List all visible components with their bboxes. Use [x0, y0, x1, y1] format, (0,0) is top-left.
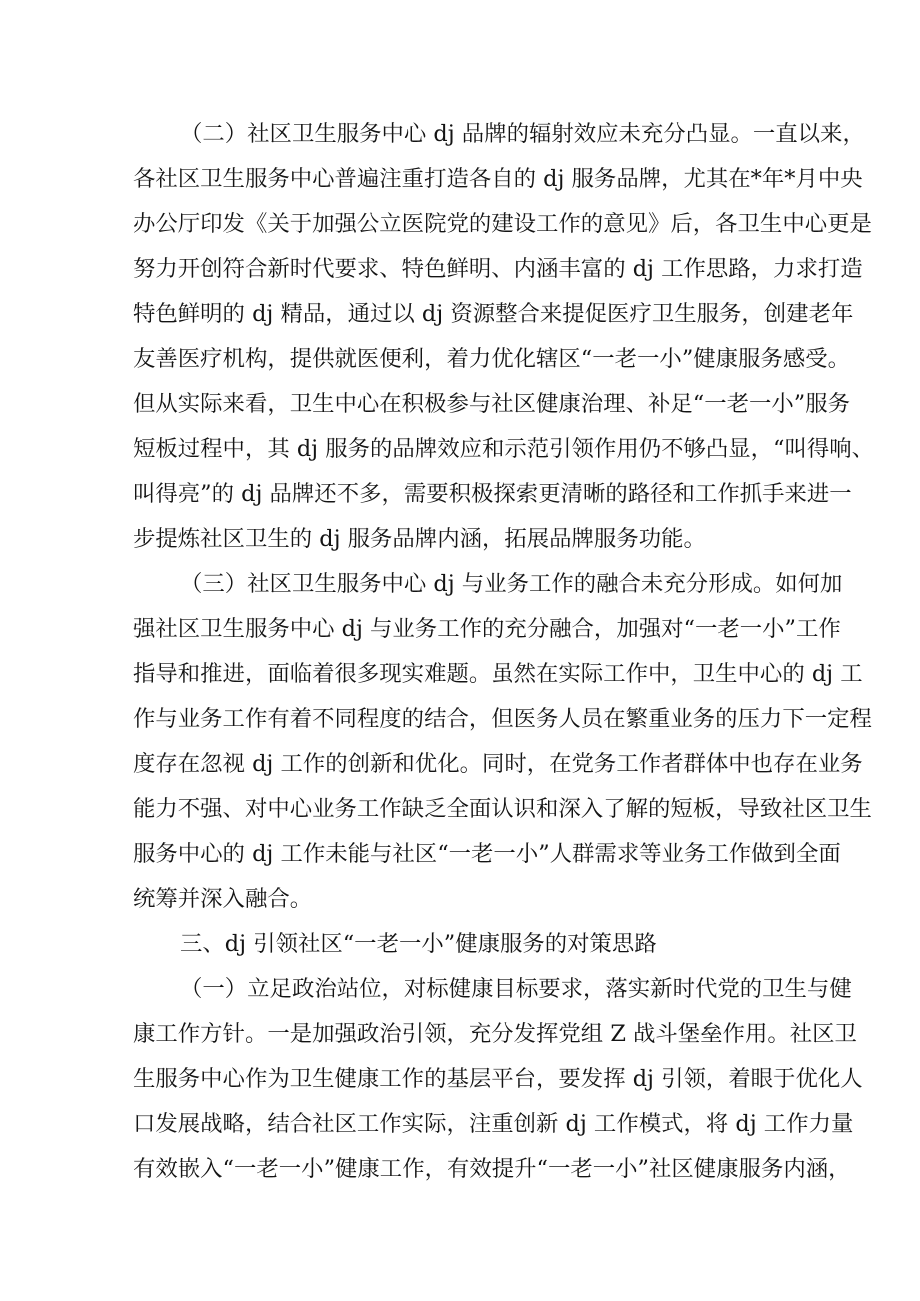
paragraph-line: 办公厅印发《关于加强公立医院党的建设工作的意见》后，各卫生中心更是	[133, 211, 872, 237]
paragraph-line: 度存在忽视 dj 工作的创新和优化。同时，在党务工作者群体中也存在业务	[133, 751, 863, 777]
section-heading: 三、dj 引领社区“一老一小”健康服务的对策思路	[180, 931, 657, 957]
paragraph-line: 指导和推进，面临着很多现实难题。虽然在实际工作中，卫生中心的 dj 工	[133, 661, 863, 687]
paragraph-line: （三）社区卫生服务中心 dj 与业务工作的融合未充分形成。如何加	[180, 571, 843, 597]
paragraph-line: （二）社区卫生服务中心 dj 品牌的辐射效应未充分凸显。一直以来，	[180, 121, 865, 147]
paragraph-line: 友善医疗机构，提供就医便利，着力优化辖区“一老一小”健康服务感受。	[133, 346, 851, 372]
paragraph-line: 步提炼社区卫生的 dj 服务品牌内涵，拓展品牌服务功能。	[133, 526, 706, 552]
paragraph-line: 康工作方针。一是加强政治引领，充分发挥党组 Z 战斗堡垒作用。社区卫	[133, 1021, 857, 1047]
paragraph-line: 各社区卫生服务中心普遍注重打造各自的 dj 服务品牌，尤其在*年*月中央	[133, 166, 863, 192]
paragraph-line: 有效嵌入“一老一小”健康工作，有效提升“一老一小”社区健康服务内涵，	[133, 1156, 851, 1182]
paragraph-line: 生服务中心作为卫生健康工作的基层平台，要发挥 dj 引领，着眼于优化人	[133, 1066, 863, 1092]
paragraph-line: 叫得亮”的 dj 品牌还不多，需要积极探索更清晰的路径和工作抓手来进一	[133, 481, 852, 507]
paragraph-line: 统筹并深入融合。	[133, 886, 313, 912]
paragraph-line: 服务中心的 dj 工作未能与社区“一老一小”人群需求等业务工作做到全面	[133, 841, 841, 867]
paragraph-line: 特色鲜明的 dj 精品，通过以 dj 资源整合来提促医疗卫生服务，创建老年	[133, 301, 854, 327]
paragraph-line: 能力不强、对中心业务工作缺乏全面认识和深入了解的短板，导致社区卫生	[133, 796, 872, 822]
paragraph-line: 但从实际来看，卫生中心在积极参与社区健康治理、补足“一老一小”服务	[133, 391, 851, 417]
paragraph-line: 强社区卫生服务中心 dj 与业务工作的充分融合，加强对“一老一小”工作	[133, 616, 841, 642]
paragraph-line: 作与业务工作有着不同程度的结合，但医务人员在繁重业务的压力下一定程	[133, 706, 872, 732]
paragraph-line: 努力开创符合新时代要求、特色鲜明、内涵丰富的 dj 工作思路，力求打造	[133, 256, 863, 282]
paragraph-line: 短板过程中，其 dj 服务的品牌效应和示范引领作用仍不够凸显，“叫得响、	[133, 436, 875, 462]
paragraph-line: （一）立足政治站位，对标健康目标要求，落实新时代党的卫生与健	[180, 976, 852, 1002]
paragraph-line: 口发展战略，结合社区工作实际，注重创新 dj 工作模式，将 dj 工作力量	[133, 1111, 854, 1137]
